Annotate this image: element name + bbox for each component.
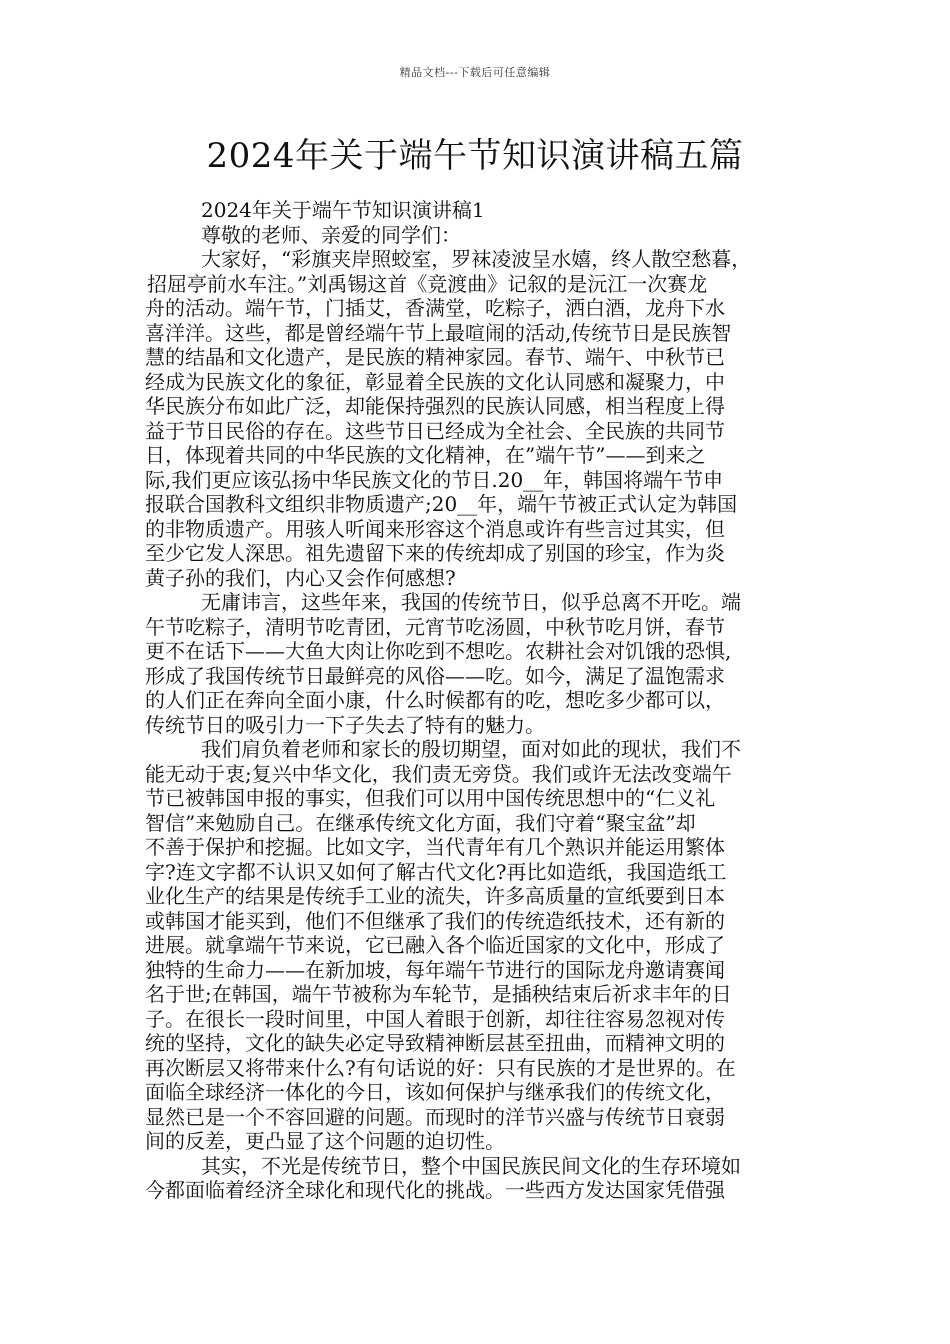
text-line: 尊敬的老师、亲爱的同学们： <box>201 222 461 247</box>
text-line: 形成了我国传统节日最鲜亮的风俗——吃。如今，满足了温饱需求 <box>145 663 725 688</box>
text-line: 其实，不光是传统节日，整个中国民族民间文化的生存环境如 <box>201 1153 741 1178</box>
text-line: 2024年关于端午节知识演讲稿1 <box>201 198 485 222</box>
text-line: 统的坚持，文化的缺失必定导致精神断层甚至扭曲，而精神文明的 <box>145 1031 725 1055</box>
text-line: 黄子孙的我们，内心又会作何感想? <box>145 565 456 590</box>
text-line: 舟的活动。端午节，门插艾，香满堂，吃粽子，洒白酒，龙舟下水 <box>145 296 725 320</box>
text-line: 报联合国教科文组织非物质遗产;20__年，端午节被正式认定为韩国 <box>145 492 738 516</box>
document-title: 2024年关于端午节知识演讲稿五篇 <box>206 136 744 176</box>
text-line: 业化生产的结果是传统手工业的流失，许多高质量的宣纸要到日本 <box>145 884 725 908</box>
text-line: 无庸讳言，这些年来，我国的传统节日，似乎总离不开吃。端 <box>201 590 741 614</box>
document-body <box>145 198 807 1203</box>
text-line: 慧的结晶和文化遗产，是民族的精神家园。春节、端午、中秋节已 <box>145 345 725 369</box>
text-line: 我们肩负着老师和家长的殷切期望，面对如此的现状，我们不 <box>201 737 741 761</box>
text-line: 智信”来勉励自己。在继承传统文化方面，我们守着“聚宝盆”却 <box>145 810 696 835</box>
text-line: 际,我们更应该弘扬中华民族文化的节日.20__年，韩国将端午节申 <box>145 467 724 492</box>
text-line: 子。在很长一段时间里，中国人着眼于创新，却往往容易忽视对传 <box>145 1006 725 1031</box>
text-line: 面临全球经济一体化的今日，该如何保护与继承我们的传统文化， <box>145 1080 725 1104</box>
text-line: 的非物质遗产。用骇人听闻来形容这个消息或许有些言过其实，但 <box>145 516 725 541</box>
text-line: 再次断层又将带来什么?有句话说的好：只有民族的才是世界的。在 <box>145 1055 736 1080</box>
text-line: 更不在话下——大鱼大肉让你吃到不想吃。农耕社会对饥饿的恐惧, <box>145 639 732 663</box>
text-line: 喜洋洋。这些，都是曾经端午节上最喧闹的活动,传统节日是民族智 <box>145 320 732 345</box>
text-line: 不善于保护和挖掘。比如文字，当代青年有几个熟识并能运用繁体 <box>145 835 725 859</box>
text-line: 能无动于衷;复兴中华文化，我们责无旁贷。我们或许无法改变端午 <box>145 761 732 786</box>
text-line: 的人们正在奔向全面小康，什么时候都有的吃，想吃多少都可以， <box>145 688 725 712</box>
text-line: 字?连文字都不认识又如何了解古代文化?再比如造纸，我国造纸工 <box>145 859 727 884</box>
text-line: 节已被韩国申报的事实，但我们可以用中国传统思想中的“仁义礼 <box>145 786 716 810</box>
text-line: 经成为民族文化的象征，彰显着全民族的文化认同感和凝聚力，中 <box>145 369 725 394</box>
text-line: 间的反差，更凸显了这个问题的迫切性。 <box>145 1129 505 1153</box>
text-line: 今都面临着经济全球化和现代化的挑战。一些西方发达国家凭借强 <box>145 1178 725 1202</box>
text-line: 午节吃粽子，清明节吃青团，元宵节吃汤圆，中秋节吃月饼，春节 <box>145 614 725 639</box>
text-line: 至少它发人深思。祖先遗留下来的传统却成了别国的珍宝，作为炎 <box>145 541 725 565</box>
text-line: 益于节日民俗的存在。这些节日已经成为全社会、全民族的共同节 <box>145 418 725 443</box>
text-line: 华民族分布如此广泛，却能保持强烈的民族认同感，相当程度上得 <box>145 394 725 418</box>
text-line: 名于世;在韩国，端午节被称为车轮节，是插秧结束后祈求丰年的日 <box>145 982 732 1006</box>
text-line: 传统节日的吸引力一下子失去了特有的魅力。 <box>145 712 545 737</box>
text-line: 显然已是一个不容回避的问题。而现时的洋节兴盛与传统节日衰弱 <box>145 1104 725 1129</box>
text-line: 大家好，“彩旗夹岸照蛟室，罗袜凌波呈水嬉，终人散空愁暮， <box>201 247 752 271</box>
text-line: 招屈亭前水车注。”刘禹锡这首《竞渡曲》记叙的是沅江一次赛龙 <box>147 271 708 296</box>
page-header: 精品文档---下载后可任意编辑 <box>399 66 551 79</box>
text-line: 或韩国才能买到，他们不但继承了我们的传统造纸技术，还有新的 <box>145 908 725 933</box>
text-line: 日，体现着共同的中华民族的文化精神，在”端午节”——到来之 <box>145 443 706 467</box>
text-line: 进展。就拿端午节来说，它已融入各个临近国家的文化中，形成了 <box>145 933 725 957</box>
text-line: 独特的生命力——在新加坡，每年端午节进行的国际龙舟邀请赛闻 <box>145 957 725 982</box>
